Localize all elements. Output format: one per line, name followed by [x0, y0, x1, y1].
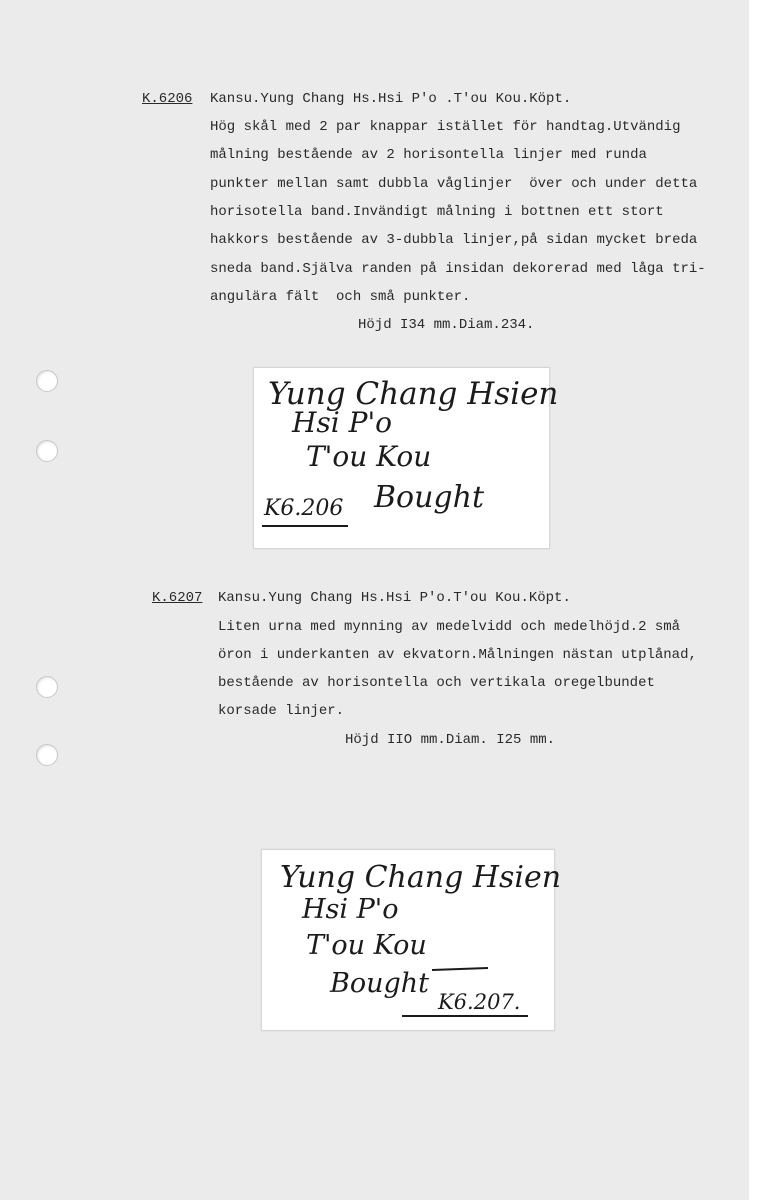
description-line: korsade linjer. [218, 703, 345, 719]
punch-hole [36, 676, 58, 698]
description-line: punkter mellan samt dubbla våglinjer över och under detta [210, 176, 698, 192]
handwritten-label [253, 367, 559, 549]
description-line: öron i underkanten av ekvatorn.Målningen nästan utplånad, [218, 647, 697, 663]
page-margin [749, 0, 767, 1200]
description-line: målning bestående av 2 horisontella linjer med runda [210, 147, 647, 163]
punch-hole [36, 370, 58, 392]
label-site: Hsi P'o [292, 406, 393, 439]
label-stroke [432, 967, 488, 970]
description-line: horisotella band.Invändigt målning i bottnen ett stort [210, 204, 664, 220]
measurements: Höjd I34 mm.Diam.234. [358, 317, 535, 333]
label-number: K6.207. [438, 990, 521, 1014]
measurements: Höjd IIO mm.Diam. I25 mm. [345, 732, 556, 748]
handwritten-label [261, 849, 562, 1031]
description-line: hakkors bestående av 3-dubbla linjer,på sidan mycket breda [210, 232, 698, 248]
label-site-2: T'ou Kou [306, 440, 432, 473]
catalog-number: K.6207 [152, 590, 203, 606]
description-line: sneda band.Själva randen på insidan dekorerad med låga tri- [210, 261, 706, 277]
entry-heading: Kansu.Yung Chang Hs.Hsi P'o.T'ou Kou.Köpt. [218, 590, 571, 606]
label-site-2: T'ou Kou [306, 930, 427, 961]
label-number: K6.206 [264, 496, 344, 521]
label-place: Yung Chang Hsien [280, 860, 562, 895]
catalog-number: K.6206 [142, 91, 193, 107]
punch-hole [36, 744, 58, 766]
label-place: Yung Chang Hsien [268, 376, 559, 412]
punch-hole [36, 440, 58, 462]
description-line: Liten urna med mynning av medelvidd och medelhöjd.2 små [218, 619, 681, 635]
label-site: Hsi P'o [302, 894, 399, 925]
entry-heading: Kansu.Yung Chang Hs.Hsi P'o .T'ou Kou.Köpt. [210, 91, 572, 107]
description-line: bestående av horisontella och vertikala oregelbundet [218, 675, 655, 691]
description-line: angulära fält och små punkter. [210, 289, 471, 305]
description-line: Hög skål med 2 par knappar istället för handtag.Utvändig [210, 119, 681, 135]
label-underline [402, 1015, 528, 1017]
label-bought: Bought [374, 480, 485, 515]
label-underline [262, 525, 348, 527]
label-bought: Bought [330, 968, 430, 999]
